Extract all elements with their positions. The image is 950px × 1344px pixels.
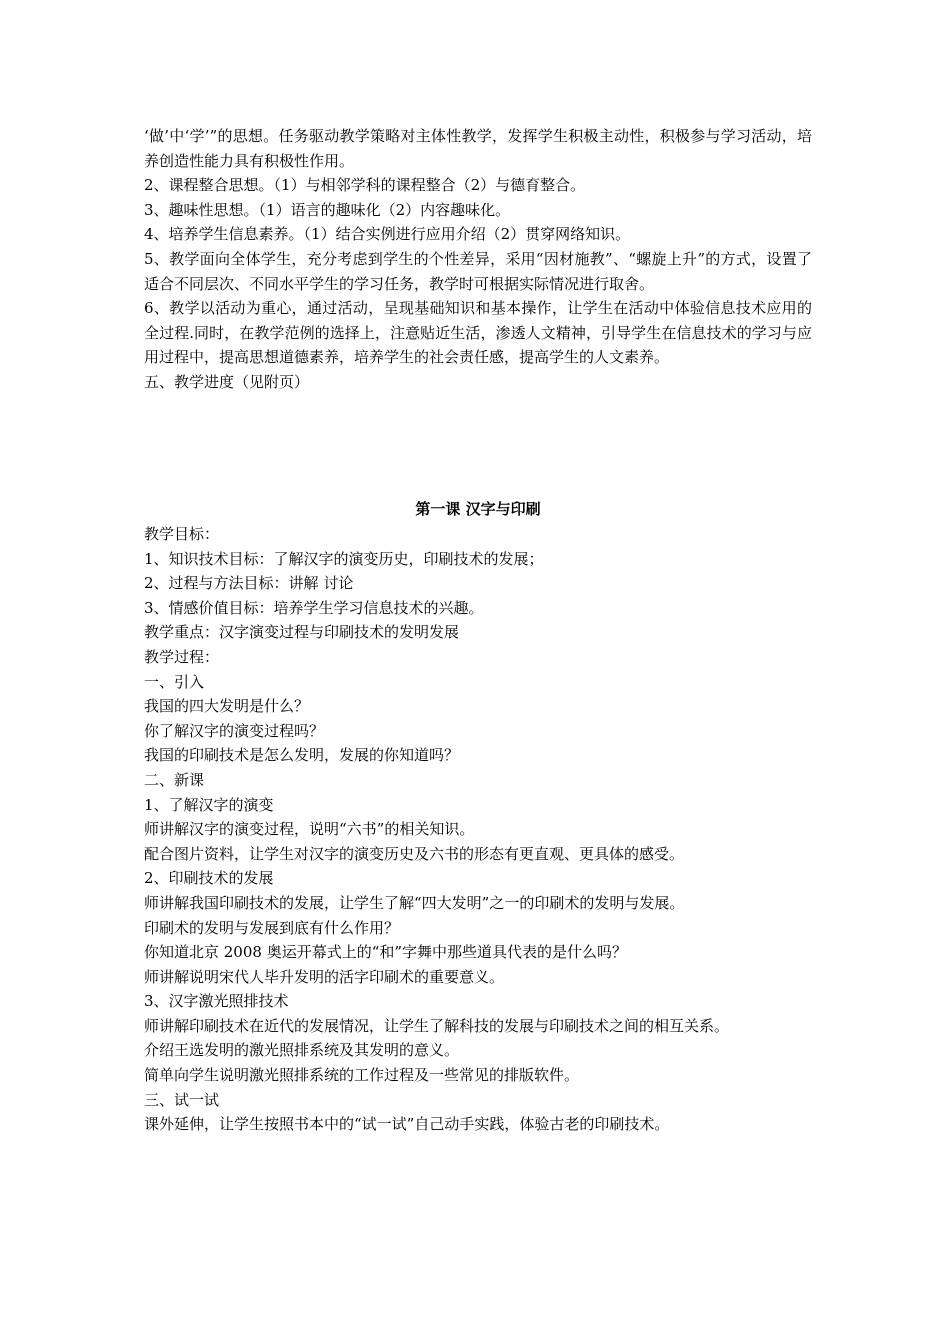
- lesson-line: 师讲解说明宋代人毕升发明的活字印刷术的重要意义。: [144, 967, 505, 986]
- paragraph-activity-centered: 6、教学以活动为重心，通过活动，呈现基础知识和基本操作，让学生在活动中体验信息技术应用的全过程.同时，在教学范例的选择上，注意贴近生活，渗透人文精神，引导学生在信息技术的学习与应用过程中，提高思想道德素养，培养学生的社会责任感，提高学生的人文素养。: [144, 299, 812, 367]
- lesson-line: 你了解汉字的演变过程吗？: [144, 721, 325, 740]
- subsection-heading: 1、了解汉字的演变: [144, 795, 274, 814]
- lesson-line: 师讲解我国印刷技术的发展，让学生了解“四大发明”之一的印刷术的发明与发展。: [144, 893, 685, 912]
- subsection-heading: 3、汉字激光照排技术: [144, 992, 289, 1011]
- lesson-line: 2、过程与方法目标：讲解 讨论: [144, 574, 354, 593]
- lesson-line: 简单向学生说明激光照排系统的工作过程及一些常见的排版软件。: [144, 1066, 580, 1085]
- lesson-line: 我国的印刷技术是怎么发明，发展的你知道吗？: [144, 746, 460, 765]
- lesson-key-points: 教学重点：汉字演变过程与印刷技术的发明发展: [144, 623, 460, 642]
- lesson-section: [144, 522, 812, 1137]
- lesson-process-heading: 教学过程：: [144, 647, 220, 666]
- paragraph-information-literacy: 4、培养学生信息素养。（1）结合实例进行应用介绍（2）贯穿网络知识。: [144, 225, 631, 244]
- paragraph-all-students: 5、教学面向全体学生，充分考虑到学生的个性差异，采用“因材施教”、“螺旋上升”的方式，设置了适合不同层次、不同水平学生的学习任务，教学时可根据实际情况进行取舍。: [144, 249, 812, 293]
- section-heading-intro: 一、引入: [144, 672, 205, 691]
- lesson-line: 课外延伸，让学生按照书本中的“试一试”自己动手实践，体验古老的印刷技术。: [144, 1115, 670, 1134]
- lesson-line: 师讲解印刷技术在近代的发展情况，让学生了解科技的发展与印刷技术之间的相互关系。: [144, 1016, 730, 1035]
- lesson-title: 第一课 汉字与印刷: [415, 500, 541, 518]
- lesson-line: 你知道北京 2008 奥运开幕式上的“和”字舞中那些道具代表的是什么吗？: [144, 943, 628, 962]
- intro-section: [144, 124, 812, 395]
- lesson-goals-heading: 教学目标：: [144, 525, 220, 543]
- section-heading-new-lesson: 二、新课: [144, 770, 205, 789]
- lesson-line: 印刷术的发明与发展到底有什么作用？: [144, 918, 400, 937]
- lesson-line: 介绍王选发明的激光照排系统及其发明的意义。: [144, 1041, 460, 1060]
- lesson-line: 师讲解汉字的演变过程，说明“六书”的相关知识。: [144, 820, 475, 839]
- paragraph-task-driven: ‘做’中‘学’”的思想。任务驱动教学策略对主体性教学，发挥学生积极主动性，积极参与学习活动，培养创造性能力具有积极性作用。: [144, 127, 812, 170]
- lesson-line: 1、知识技术目标：了解汉字的演变历史，印刷技术的发展；: [144, 549, 544, 568]
- subsection-heading: 2、印刷技术的发展: [144, 869, 274, 888]
- paragraph-curriculum-integration: 2、课程整合思想。（1）与相邻学科的课程整合（2）与德育整合。: [144, 176, 586, 195]
- lesson-line: 3、情感价值目标：培养学生学习信息技术的兴趣。: [144, 598, 484, 617]
- lesson-line: 我国的四大发明是什么？: [144, 697, 310, 716]
- lesson-line: 配合图片资料，让学生对汉字的演变历史及六书的形态有更直观、更具体的感受。: [144, 844, 685, 863]
- section-heading-try-it: 三、试一试: [144, 1090, 220, 1109]
- paragraph-teaching-schedule: 五、教学进度（见附页）: [144, 372, 310, 391]
- paragraph-interest: 3、趣味性思想。（1）语言的趣味化（2）内容趣味化。: [144, 200, 511, 219]
